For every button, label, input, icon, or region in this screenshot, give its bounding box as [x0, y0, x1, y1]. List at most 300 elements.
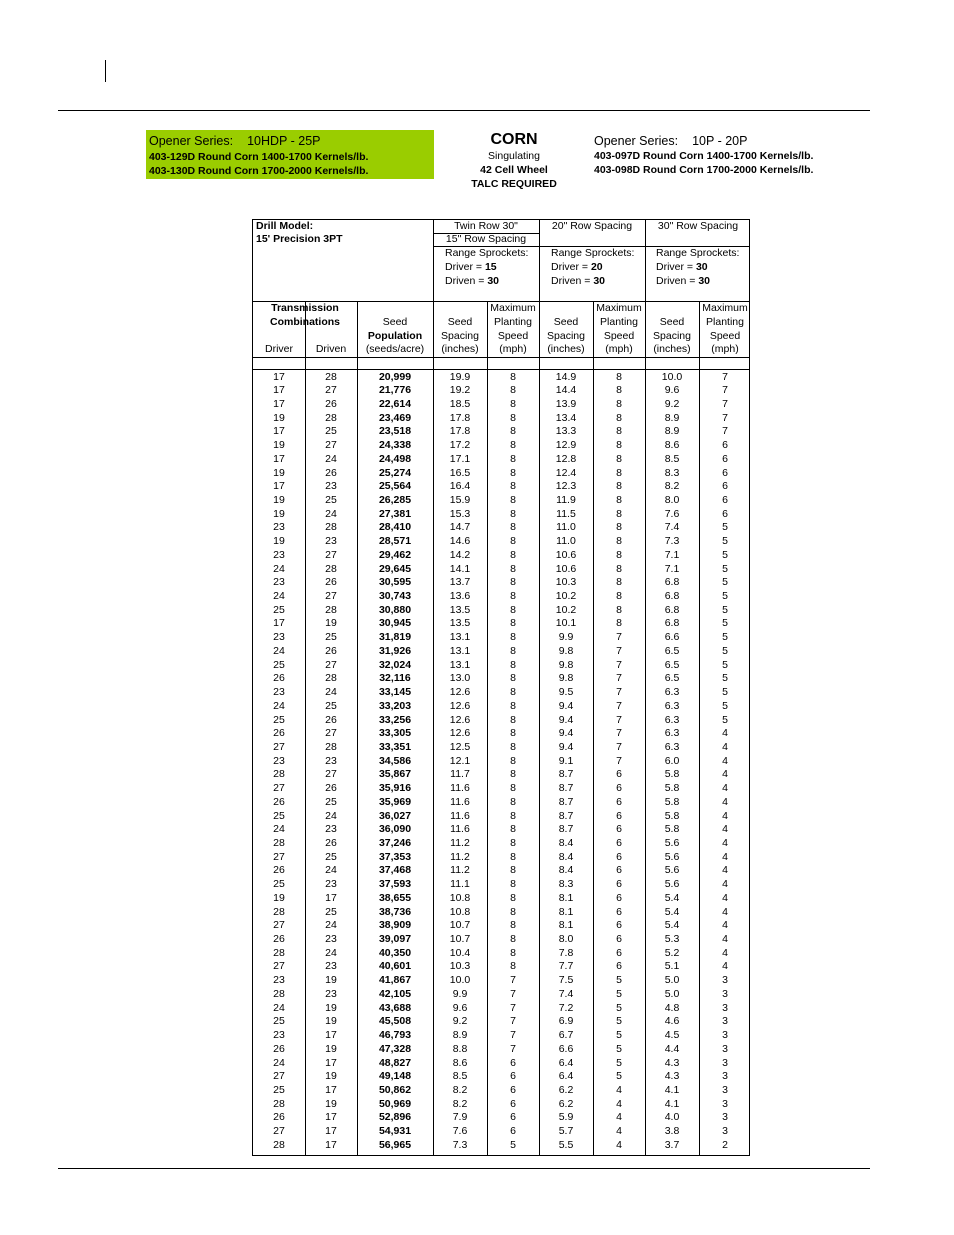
crop-header — [454, 130, 574, 191]
table-row — [253, 864, 751, 878]
table-row — [253, 563, 751, 577]
population-cell: 32,116 — [379, 672, 411, 685]
speed-15in-cell: 8 — [510, 562, 516, 575]
table-row — [253, 535, 751, 549]
spacing-15in-cell: 16.5 — [449, 466, 471, 479]
table-row — [253, 714, 751, 728]
population-cell: 23,518 — [378, 425, 412, 438]
opener-series-right — [594, 133, 813, 177]
spacing-15in-cell: 12.6 — [449, 699, 471, 712]
driven-cell: 19 — [325, 617, 337, 630]
speed-15in-cell: 8 — [510, 754, 516, 767]
spacing-30in-cell: 6.5 — [664, 658, 680, 671]
part-line: 403-097D Round Corn 1400-1700 Kernels/lb. — [594, 150, 814, 162]
driver-cell: 24 — [273, 644, 285, 657]
speed-20in-cell: 4 — [616, 1083, 622, 1096]
spacing-20in-cell: 9.1 — [558, 754, 574, 767]
driven-cell: 23 — [325, 987, 337, 1000]
spacing-15in-cell: 13.0 — [449, 672, 471, 685]
population-cell: 30,743 — [378, 590, 412, 603]
population-cell: 35,867 — [378, 768, 412, 781]
speed-15in-cell: 8 — [510, 576, 516, 589]
spacing-20in-cell: 11.0 — [556, 535, 576, 548]
speed-20in-cell: 8 — [616, 384, 622, 397]
spacing-20in-cell: 10.2 — [555, 603, 577, 616]
spacing-15in-cell: 12.1 — [449, 754, 471, 767]
range-sprockets-label: Range Sprockets: — [551, 247, 635, 259]
speed-15in-cell: 8 — [510, 411, 516, 424]
spacing-15in-cell: 11.6 — [450, 823, 470, 836]
speed-30in-cell: 5 — [722, 644, 728, 657]
speed-15in-cell: 8 — [510, 466, 516, 479]
driven-cell: 27 — [325, 658, 337, 671]
spacing-15in-cell: 11.2 — [450, 836, 470, 849]
population-cell: 37,246 — [378, 836, 412, 849]
speed-20in-cell: 6 — [616, 836, 622, 849]
speed-30in-cell: 3 — [722, 1056, 728, 1069]
driver-cell: 26 — [273, 864, 285, 877]
speed-30in-cell: 3 — [722, 987, 728, 1000]
speed-15in-cell: 8 — [510, 370, 516, 383]
speed-30in-cell: 3 — [722, 1125, 728, 1138]
opener-series-left — [146, 130, 434, 179]
population-cell: 27,381 — [378, 507, 412, 520]
spacing-20in-cell: 13.4 — [555, 411, 577, 424]
speed-15in-cell: 8 — [510, 535, 516, 548]
population-cell: 54,931 — [378, 1125, 412, 1138]
table-row — [253, 1043, 751, 1057]
group-twin-row-subtitle: 15" Row Spacing — [445, 233, 527, 245]
spacing-20in-cell: 8.7 — [558, 809, 574, 822]
driven-cell: 26 — [325, 644, 337, 657]
spacing-30in-cell: 5.6 — [664, 836, 680, 849]
driver-cell: 25 — [273, 658, 285, 671]
speed-20in-cell: 5 — [616, 987, 622, 1000]
population-cell: 39,097 — [378, 933, 412, 946]
group-30in-title: 30" Row Spacing — [657, 220, 739, 232]
speed-15in-cell: 8 — [510, 795, 516, 808]
spacing-20in-cell: 13.9 — [555, 397, 577, 410]
speed-30in-cell: 3 — [722, 1111, 728, 1124]
driver-cell: 28 — [273, 987, 285, 1000]
speed-15in-cell: 8 — [510, 439, 516, 452]
population-cell: 38,736 — [378, 905, 412, 918]
spacing-30in-cell: 6.3 — [664, 699, 680, 712]
speed-20in-cell: 7 — [616, 727, 622, 740]
table-row — [253, 1015, 751, 1029]
driver-value: 30 — [695, 261, 708, 273]
spacing-20in-cell: 6.2 — [558, 1083, 574, 1096]
spacing-30in-cell: 7.1 — [664, 548, 680, 561]
driven-cell: 28 — [325, 562, 337, 575]
driver-cell: 19 — [273, 439, 285, 452]
driven-cell: 27 — [325, 590, 337, 603]
spacing-30in-cell: 5.6 — [664, 864, 680, 877]
speed-15in-cell: 8 — [510, 919, 516, 932]
speed-15in-cell: 7 — [510, 1001, 516, 1014]
spacing-20in-cell: 8.4 — [558, 836, 574, 849]
spacing-30in-cell: 5.4 — [664, 919, 680, 932]
table-row — [253, 892, 751, 906]
table-row — [253, 480, 751, 494]
speed-20in-cell: 8 — [616, 617, 622, 630]
speed-15in-cell: 8 — [510, 590, 516, 603]
speed-20in-cell: 5 — [616, 1056, 622, 1069]
speed-15in-cell: 8 — [510, 740, 516, 753]
driver-cell: 24 — [273, 562, 285, 575]
speed-15in-cell: 8 — [510, 699, 516, 712]
population-header: Population — [367, 330, 423, 342]
driven-value: 30 — [698, 275, 710, 287]
population-cell: 45,508 — [378, 1015, 412, 1028]
spacing-15in-cell: 17.1 — [449, 452, 471, 465]
population-cell: 40,601 — [378, 960, 412, 973]
driver-cell: 27 — [273, 740, 285, 753]
population-cell: 21,776 — [378, 384, 412, 397]
spacing-30in-cell: 3.8 — [664, 1125, 680, 1138]
spacing-30in-cell: 9.6 — [664, 384, 680, 397]
spacing-20in-cell: 7.5 — [558, 974, 574, 987]
driven-cell: 25 — [325, 631, 337, 644]
spacing-30in-cell: 5.8 — [664, 809, 680, 822]
speed-15in-cell: 8 — [510, 672, 516, 685]
population-cell: 36,027 — [378, 809, 412, 822]
spacing-20in-cell: 12.8 — [555, 452, 577, 465]
driver-cell: 17 — [273, 425, 285, 438]
driven-cell: 25 — [325, 795, 337, 808]
spacing-header: Seed — [659, 316, 685, 328]
speed-15in-cell: 8 — [510, 933, 516, 946]
spacing-15in-cell: 13.5 — [449, 617, 471, 630]
speed-20in-cell: 8 — [616, 370, 622, 383]
speed-20in-cell: 8 — [616, 397, 622, 410]
driver-cell: 28 — [273, 905, 285, 918]
driver-cell: 26 — [273, 1042, 285, 1055]
speed-15in-cell: 8 — [510, 891, 516, 904]
driver-value: 20 — [590, 261, 603, 273]
driver-cell: 17 — [273, 480, 285, 493]
driver-value: 15 — [484, 261, 497, 273]
driver-cell: 27 — [273, 850, 285, 863]
driven-cell: 24 — [325, 946, 337, 959]
table-row — [253, 439, 751, 453]
speed-30in-cell: 6 — [722, 507, 728, 520]
driven-cell: 24 — [325, 919, 337, 932]
spacing-15in-cell: 10.8 — [449, 891, 471, 904]
speed-15in-cell: 8 — [510, 850, 516, 863]
spacing-30in-cell: 8.9 — [664, 411, 680, 424]
speed-20in-cell: 5 — [616, 1070, 622, 1083]
speed-15in-cell: 8 — [510, 836, 516, 849]
table-row — [253, 659, 751, 673]
driven-cell: 24 — [325, 507, 337, 520]
spacing-15in-cell: 18.5 — [449, 397, 471, 410]
speed-15in-cell: 8 — [510, 878, 516, 891]
speed-20in-cell: 8 — [616, 562, 622, 575]
spacing-20in-cell: 10.6 — [555, 548, 577, 561]
speed-30in-cell: 7 — [722, 370, 728, 383]
driven-cell: 17 — [325, 1111, 337, 1124]
table-row — [253, 837, 751, 851]
speed-30in-cell: 4 — [722, 754, 728, 767]
speed-20in-cell: 8 — [616, 507, 622, 520]
table-row — [253, 960, 751, 974]
speed-30in-cell: 4 — [722, 727, 728, 740]
spacing-20in-cell: 10.1 — [555, 617, 577, 630]
spacing-15in-cell: 10.7 — [449, 919, 471, 932]
table-row — [253, 604, 751, 618]
driver-cell: 17 — [273, 617, 285, 630]
spacing-15in-cell: 10.7 — [449, 933, 471, 946]
driven-cell: 28 — [325, 672, 337, 685]
population-cell: 25,274 — [378, 466, 412, 479]
spacing-20in-cell: 6.7 — [558, 1029, 574, 1042]
population-cell: 35,916 — [378, 782, 412, 795]
spacing-15in-cell: 12.5 — [449, 740, 471, 753]
driver-cell: 27 — [273, 960, 285, 973]
speed-20in-cell: 8 — [616, 521, 622, 534]
driver-cell: 28 — [273, 1138, 285, 1151]
speed-header: Maximum — [490, 302, 536, 314]
speed-15in-cell: 8 — [510, 397, 516, 410]
population-cell: 56,965 — [378, 1138, 412, 1151]
speed-20in-cell: 5 — [616, 1029, 622, 1042]
spacing-30in-cell: 5.2 — [664, 946, 680, 959]
spacing-15in-cell: 15.9 — [449, 493, 471, 506]
spacing-15in-cell: 11.6 — [450, 795, 470, 808]
speed-20in-cell: 6 — [616, 878, 622, 891]
spacing-20in-cell: 11.9 — [556, 493, 576, 506]
driven-cell: 26 — [325, 397, 337, 410]
speed-30in-cell: 4 — [722, 823, 728, 836]
speed-15in-cell: 6 — [510, 1125, 516, 1138]
spacing-30in-cell: 9.2 — [664, 397, 680, 410]
range-sprockets-label: Range Sprockets: — [656, 247, 740, 259]
population-cell: 48,827 — [378, 1056, 412, 1069]
spacing-30in-cell: 4.0 — [664, 1111, 680, 1124]
table-row — [253, 453, 751, 467]
driven-label: Driven = — [445, 275, 488, 287]
spacing-30in-cell: 5.6 — [664, 850, 680, 863]
spacing-15in-cell: 7.3 — [452, 1138, 468, 1151]
population-cell: 38,909 — [378, 919, 412, 932]
speed-30in-cell: 5 — [722, 631, 728, 644]
spacing-20in-cell: 14.4 — [555, 384, 577, 397]
driver-cell: 24 — [273, 590, 285, 603]
population-cell: 34,586 — [378, 754, 412, 767]
population-cell: 46,793 — [378, 1029, 412, 1042]
driven-cell: 25 — [325, 850, 337, 863]
spacing-header: Seed — [553, 316, 579, 328]
speed-20in-cell: 7 — [616, 699, 622, 712]
spacing-30in-cell: 8.0 — [664, 493, 680, 506]
speed-30in-cell: 7 — [722, 397, 728, 410]
driver-cell: 25 — [273, 878, 285, 891]
driver-cell: 27 — [273, 919, 285, 932]
driven-cell: 19 — [325, 1001, 337, 1014]
driver-cell: 28 — [273, 836, 285, 849]
population-cell: 40,350 — [378, 946, 412, 959]
population-cell: 23,469 — [378, 411, 412, 424]
spacing-30in-cell: 7.4 — [664, 521, 680, 534]
table-row — [253, 700, 751, 714]
spacing-15in-cell: 17.2 — [449, 439, 471, 452]
driver-cell: 27 — [273, 1070, 285, 1083]
driver-cell: 19 — [273, 535, 285, 548]
speed-header: Planting — [706, 316, 744, 328]
table-row — [253, 508, 751, 522]
table-row — [253, 1139, 751, 1153]
driver-cell: 17 — [273, 384, 285, 397]
driven-cell: 25 — [325, 425, 337, 438]
spacing-30in-cell: 4.1 — [664, 1097, 680, 1110]
spacing-20in-cell: 10.2 — [555, 590, 577, 603]
speed-20in-cell: 5 — [616, 1042, 622, 1055]
population-cell: 36,090 — [378, 823, 412, 836]
speed-20in-cell: 8 — [616, 603, 622, 616]
speed-20in-cell: 7 — [616, 740, 622, 753]
speed-20in-cell: 5 — [616, 1015, 622, 1028]
speed-15in-cell: 8 — [510, 521, 516, 534]
spacing-30in-cell: 4.3 — [664, 1070, 680, 1083]
population-cell: 24,498 — [378, 452, 412, 465]
population-cell: 29,645 — [378, 562, 412, 575]
spacing-20in-cell: 8.7 — [558, 782, 574, 795]
spacing-20in-cell: 13.3 — [555, 425, 577, 438]
speed-30in-cell: 5 — [722, 548, 728, 561]
speed-20in-cell: 8 — [616, 576, 622, 589]
speed-30in-cell: 4 — [722, 768, 728, 781]
spacing-15in-cell: 11.6 — [450, 782, 470, 795]
speed-header: Planting — [600, 316, 638, 328]
spacing-20in-cell: 7.8 — [558, 946, 574, 959]
spacing-20in-cell: 12.9 — [555, 439, 577, 452]
population-cell: 33,145 — [378, 686, 412, 699]
spacing-20in-cell: 5.5 — [558, 1138, 574, 1151]
speed-30in-cell: 3 — [722, 1042, 728, 1055]
population-cell: 31,926 — [378, 644, 412, 657]
table-row — [253, 1029, 751, 1043]
driver-cell: 27 — [273, 782, 285, 795]
spacing-15in-cell: 14.1 — [449, 562, 471, 575]
table-row — [253, 796, 751, 810]
transmission-header: Transmission — [271, 302, 339, 314]
driven-cell: 17 — [325, 1138, 337, 1151]
speed-30in-cell: 3 — [722, 1001, 728, 1014]
spacing-30in-cell: 6.8 — [664, 590, 680, 603]
speed-30in-cell: 4 — [722, 946, 728, 959]
speed-15in-cell: 7 — [510, 1015, 516, 1028]
speed-header: Planting — [494, 316, 532, 328]
population-cell: 22,614 — [378, 397, 412, 410]
speed-20in-cell: 6 — [616, 891, 622, 904]
spacing-15in-cell: 7.9 — [452, 1111, 468, 1124]
driver-cell: 19 — [273, 466, 285, 479]
spacing-30in-cell: 6.3 — [664, 727, 680, 740]
spacing-30in-cell: 4.6 — [664, 1015, 680, 1028]
speed-30in-cell: 4 — [722, 905, 728, 918]
speed-20in-cell: 7 — [616, 644, 622, 657]
spacing-15in-cell: 11.1 — [450, 878, 470, 891]
speed-15in-cell: 8 — [510, 631, 516, 644]
crop-type: Singulating — [488, 150, 540, 162]
speed-30in-cell: 5 — [722, 658, 728, 671]
speed-20in-cell: 6 — [616, 919, 622, 932]
table-row — [253, 686, 751, 700]
speed-30in-cell: 2 — [722, 1138, 728, 1151]
driven-cell: 28 — [325, 370, 337, 383]
table-row — [253, 1070, 751, 1084]
driver-label: Driver = — [551, 261, 591, 273]
driven-cell: 17 — [325, 1029, 337, 1042]
driven-cell: 19 — [325, 1015, 337, 1028]
speed-20in-cell: 6 — [616, 864, 622, 877]
driven-cell: 19 — [325, 1097, 337, 1110]
population-cell: 26,285 — [378, 493, 412, 506]
driven-col-header: Driven — [315, 343, 347, 355]
driven-cell: 26 — [325, 782, 337, 795]
driven-cell: 25 — [325, 905, 337, 918]
speed-20in-cell: 6 — [616, 809, 622, 822]
population-cell: 29,462 — [378, 548, 412, 561]
spacing-header: Spacing — [441, 330, 479, 342]
population-cell: 33,203 — [378, 699, 412, 712]
spacing-30in-cell: 8.9 — [664, 425, 680, 438]
driver-cell: 24 — [273, 1056, 285, 1069]
driven-cell: 27 — [325, 439, 337, 452]
speed-30in-cell: 4 — [722, 809, 728, 822]
speed-15in-cell: 8 — [510, 960, 516, 973]
speed-15in-cell: 8 — [510, 548, 516, 561]
speed-30in-cell: 5 — [722, 672, 728, 685]
opener-series-value: 10P - 20P — [692, 134, 748, 148]
speed-30in-cell: 5 — [722, 603, 728, 616]
speed-15in-cell: 6 — [510, 1083, 516, 1096]
spacing-15in-cell: 8.6 — [452, 1056, 468, 1069]
spacing-15in-cell: 14.6 — [449, 535, 471, 548]
table-row — [253, 768, 751, 782]
driven-cell: 27 — [325, 768, 337, 781]
spacing-20in-cell: 9.4 — [558, 727, 574, 740]
driven-cell: 26 — [325, 466, 337, 479]
speed-30in-cell: 3 — [722, 1015, 728, 1028]
speed-15in-cell: 7 — [510, 987, 516, 1000]
speed-15in-cell: 7 — [510, 974, 516, 987]
population-header: (seeds/acre) — [365, 343, 425, 355]
driven-label: Driven = — [656, 275, 699, 287]
driven-cell: 24 — [325, 452, 337, 465]
spacing-15in-cell: 8.5 — [452, 1070, 468, 1083]
speed-30in-cell: 3 — [722, 1029, 728, 1042]
spacing-20in-cell: 6.2 — [558, 1097, 574, 1110]
driver-cell: 27 — [273, 1125, 285, 1138]
spacing-20in-cell: 9.8 — [558, 644, 574, 657]
range-driven — [551, 275, 605, 289]
population-cell: 33,256 — [378, 713, 412, 726]
speed-15in-cell: 8 — [510, 946, 516, 959]
spacing-15in-cell: 17.8 — [449, 425, 471, 438]
opener-label: Opener Series: — [594, 134, 679, 148]
range-driven — [656, 275, 710, 289]
seed-wheel: 42 Cell Wheel — [480, 164, 548, 176]
speed-header: Maximum — [702, 302, 748, 314]
drill-model-label: Drill Model: — [256, 220, 314, 232]
margin-mark — [105, 60, 106, 82]
population-cell: 43,688 — [378, 1001, 412, 1014]
opener-series-left-title — [149, 134, 321, 148]
speed-20in-cell: 5 — [616, 974, 622, 987]
spacing-15in-cell: 13.1 — [449, 658, 471, 671]
